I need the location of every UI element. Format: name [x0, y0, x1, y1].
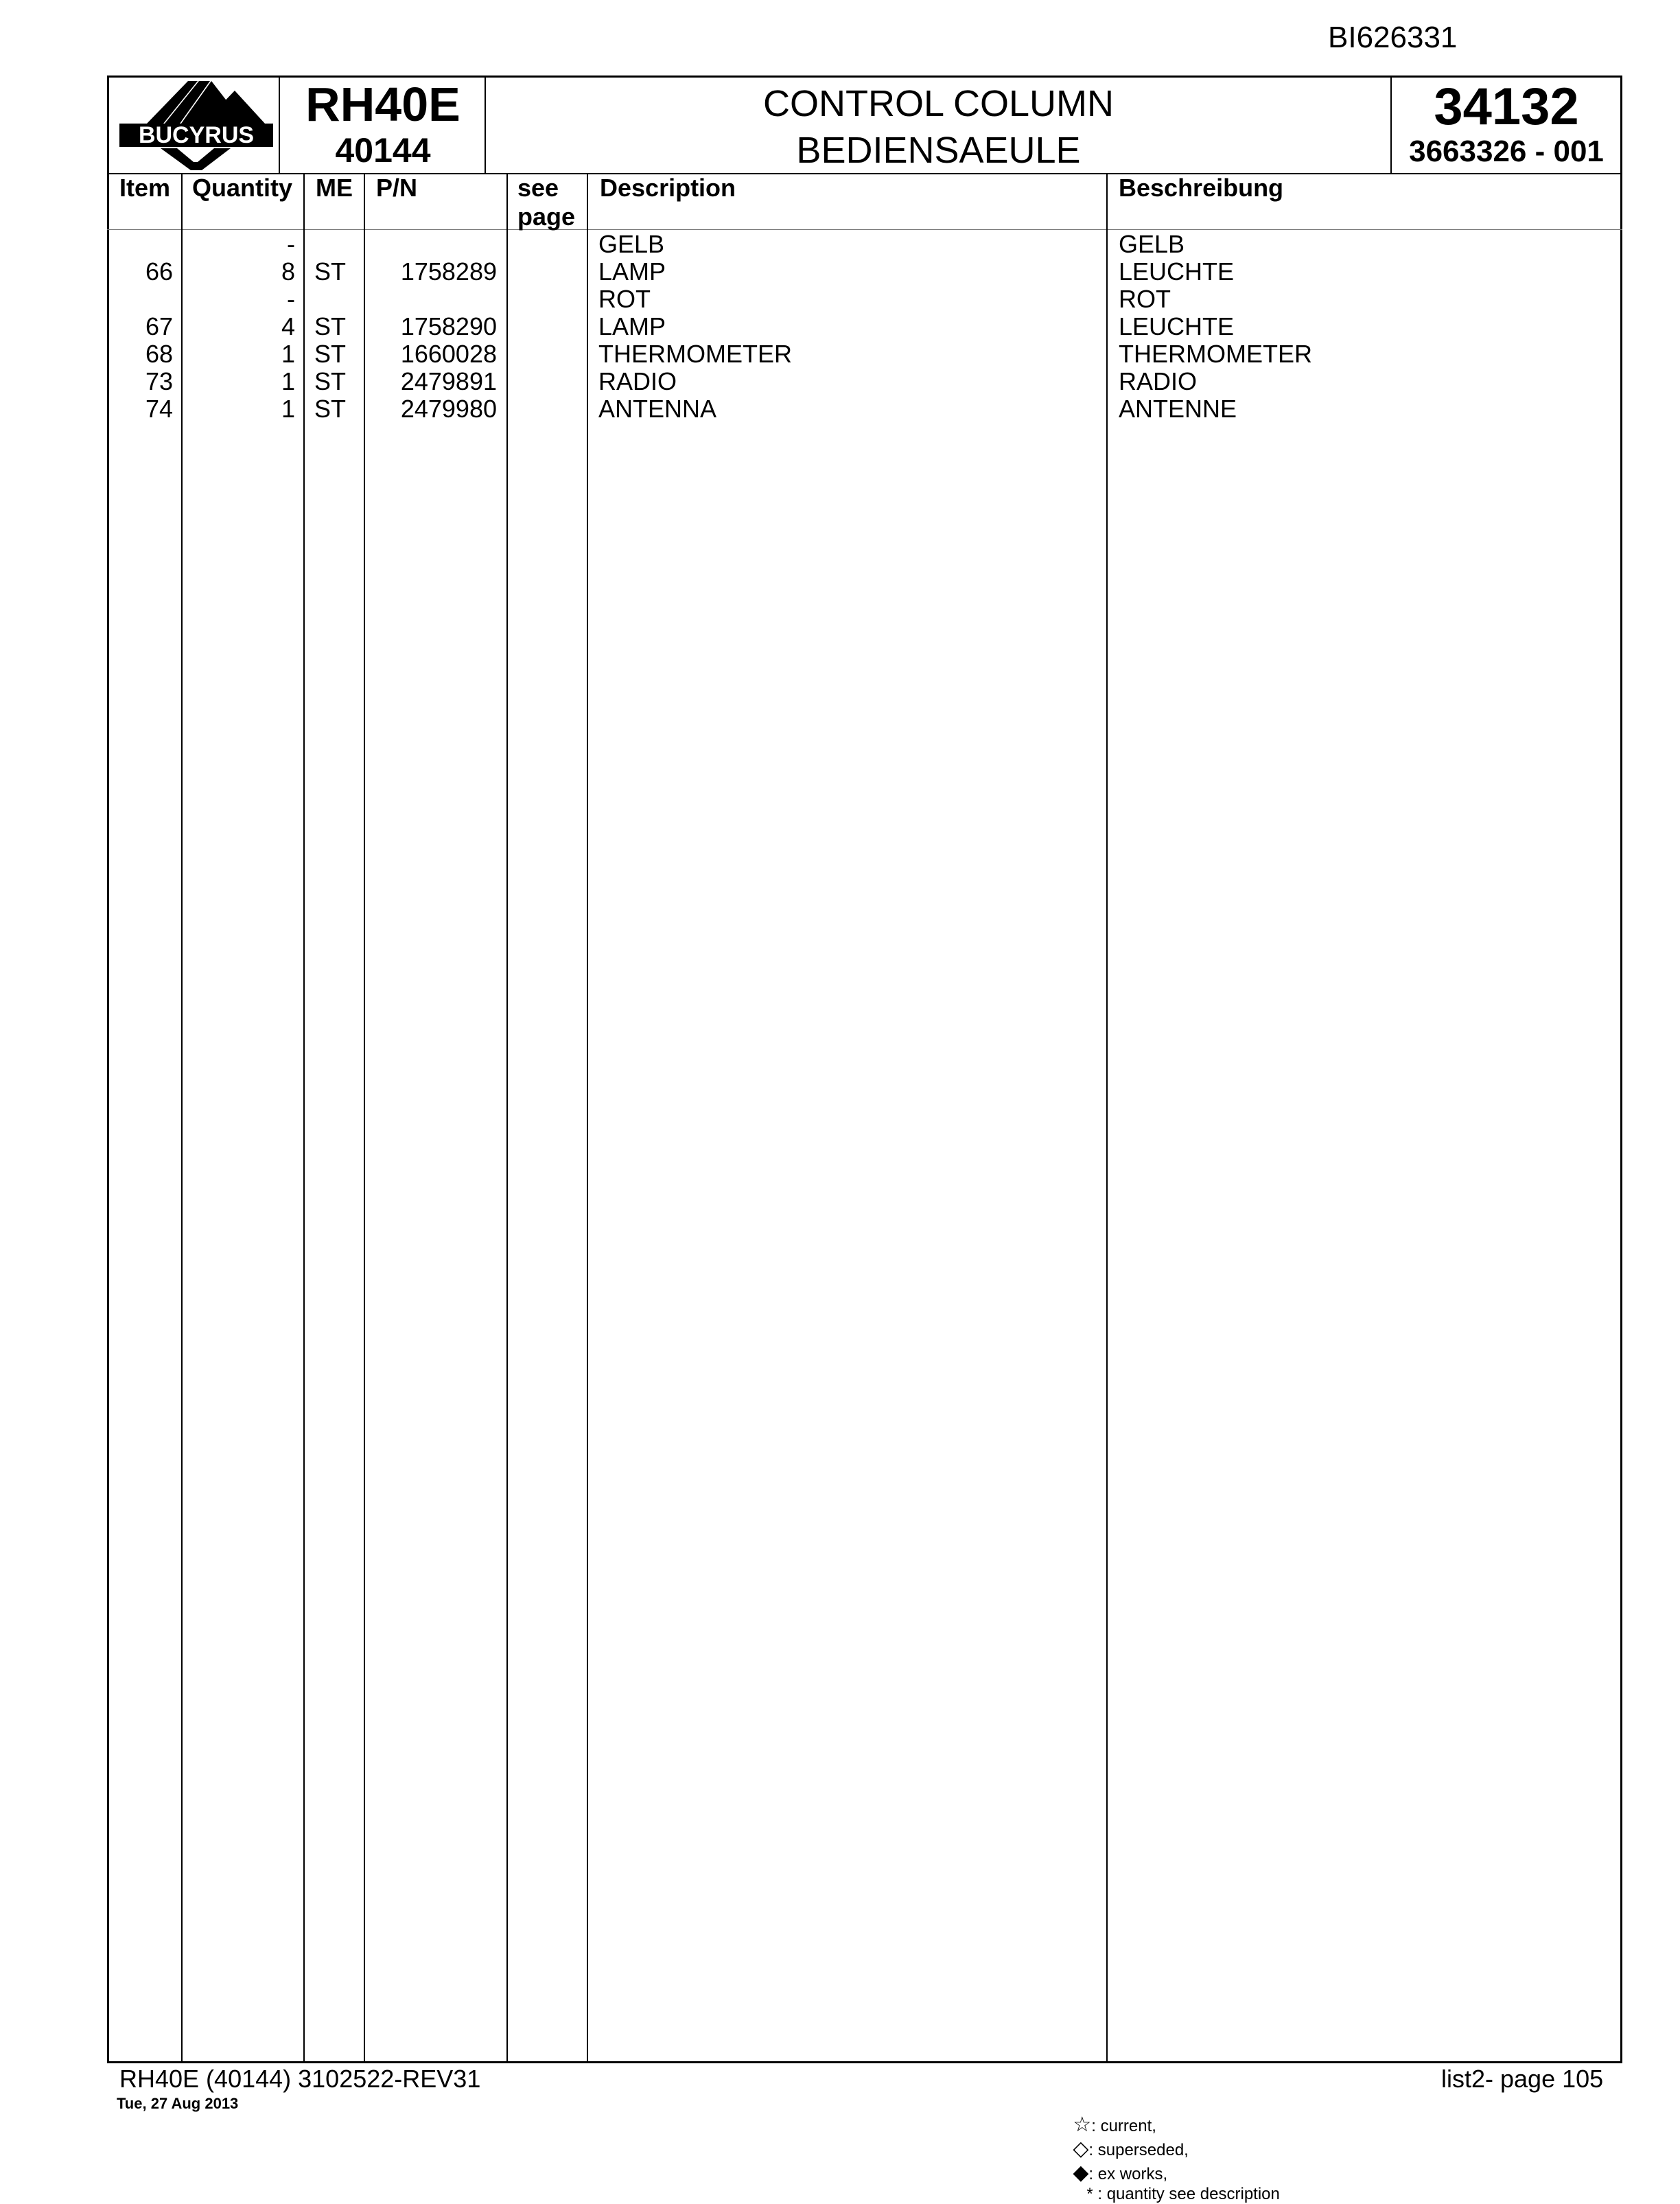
beschreibung-cell: GELB — [1119, 230, 1185, 258]
column-header-description: Description — [600, 174, 736, 202]
beschreibung-cell: LEUCHTE — [1119, 312, 1235, 340]
beschreibung-cell: ROT — [1119, 285, 1171, 313]
column-header-pn: P/N — [376, 174, 418, 202]
footer-date: Tue, 27 Aug 2013 — [117, 2095, 239, 2112]
column-divider — [364, 173, 365, 2063]
beschreibung-cell: RADIO — [1119, 367, 1198, 395]
column-header-me: ME — [316, 174, 353, 202]
pn-cell: 2479891 — [400, 367, 497, 395]
ident-number: 3663326 - 001 — [1409, 135, 1604, 168]
diamond-outline-icon: ◇ — [1073, 2137, 1089, 2160]
beschreibung-cell: ANTENNE — [1119, 395, 1237, 423]
title-divider — [279, 76, 280, 174]
pn-cell: 1660028 — [400, 340, 497, 368]
bucyrus-logo — [114, 77, 279, 173]
column-divider — [181, 173, 183, 2063]
description-cell: ROT — [598, 285, 651, 313]
description-cell: RADIO — [598, 367, 677, 395]
document-id: BI626331 — [1328, 21, 1458, 54]
legend-ex-works: : ex works, — [1088, 2165, 1168, 2183]
column-header-beschreibung: Beschreibung — [1119, 174, 1284, 202]
column-divider — [303, 173, 305, 2063]
footer-document-ref: RH40E (40144) 3102522-REV31 — [119, 2065, 481, 2093]
column-divider — [506, 173, 508, 2063]
title-english: CONTROL COLUMN — [762, 83, 1115, 124]
title-german: BEDIENSAEULE — [796, 130, 1081, 171]
column-header-quantity: Quantity — [192, 174, 293, 202]
diamond-filled-icon: ◆ — [1073, 2161, 1089, 2184]
me-cell: ST — [314, 312, 347, 340]
footer-legend — [1064, 2093, 1280, 2204]
group-number: 34132 — [1434, 78, 1579, 136]
quantity-cell: - — [287, 285, 295, 313]
description-cell: ANTENNA — [598, 395, 717, 423]
title-divider — [485, 76, 486, 174]
item-cell: 67 — [145, 312, 173, 340]
item-cell: 74 — [145, 395, 173, 423]
legend-superseded: : superseded, — [1088, 2141, 1189, 2159]
description-cell: LAMP — [598, 257, 666, 286]
pn-cell: 1758289 — [400, 257, 497, 286]
machine-serial: 40144 — [335, 131, 431, 170]
pn-cell: 1758290 — [400, 312, 497, 340]
footer-page-number: list2- page 105 — [1441, 2065, 1604, 2093]
legend-current: : current, — [1091, 2117, 1156, 2135]
beschreibung-cell: THERMOMETER — [1119, 340, 1312, 368]
me-cell: ST — [314, 395, 347, 423]
item-cell: 68 — [145, 340, 173, 368]
item-cell: 73 — [145, 367, 173, 395]
column-divider — [1106, 173, 1108, 2063]
pn-cell: 2479980 — [400, 395, 497, 423]
column-divider — [587, 173, 588, 2063]
quantity-cell: 1 — [281, 367, 295, 395]
quantity-cell: 8 — [281, 257, 295, 286]
beschreibung-cell: LEUCHTE — [1119, 257, 1235, 286]
star-outline-icon: ☆ — [1073, 2113, 1092, 2136]
quantity-cell: 1 — [281, 395, 295, 423]
me-cell: ST — [314, 340, 347, 368]
me-cell: ST — [314, 367, 347, 395]
quantity-cell: 1 — [281, 340, 295, 368]
bucyrus-logo-icon — [114, 77, 279, 173]
machine-model: RH40E — [305, 78, 460, 131]
description-cell: GELB — [598, 230, 665, 258]
description-cell: THERMOMETER — [598, 340, 792, 368]
legend-quantity: * : quantity see description — [1086, 2185, 1280, 2203]
quantity-cell: - — [287, 230, 295, 258]
me-cell: ST — [314, 257, 347, 286]
item-cell: 66 — [145, 257, 173, 286]
title-divider — [1390, 76, 1392, 174]
svg-text:BUCYRUS: BUCYRUS — [138, 122, 255, 148]
quantity-cell: 4 — [281, 312, 295, 340]
column-header-divider — [107, 229, 1622, 230]
column-header-see-page: see page — [517, 174, 576, 231]
column-header-item: Item — [119, 174, 171, 202]
description-cell: LAMP — [598, 312, 666, 340]
